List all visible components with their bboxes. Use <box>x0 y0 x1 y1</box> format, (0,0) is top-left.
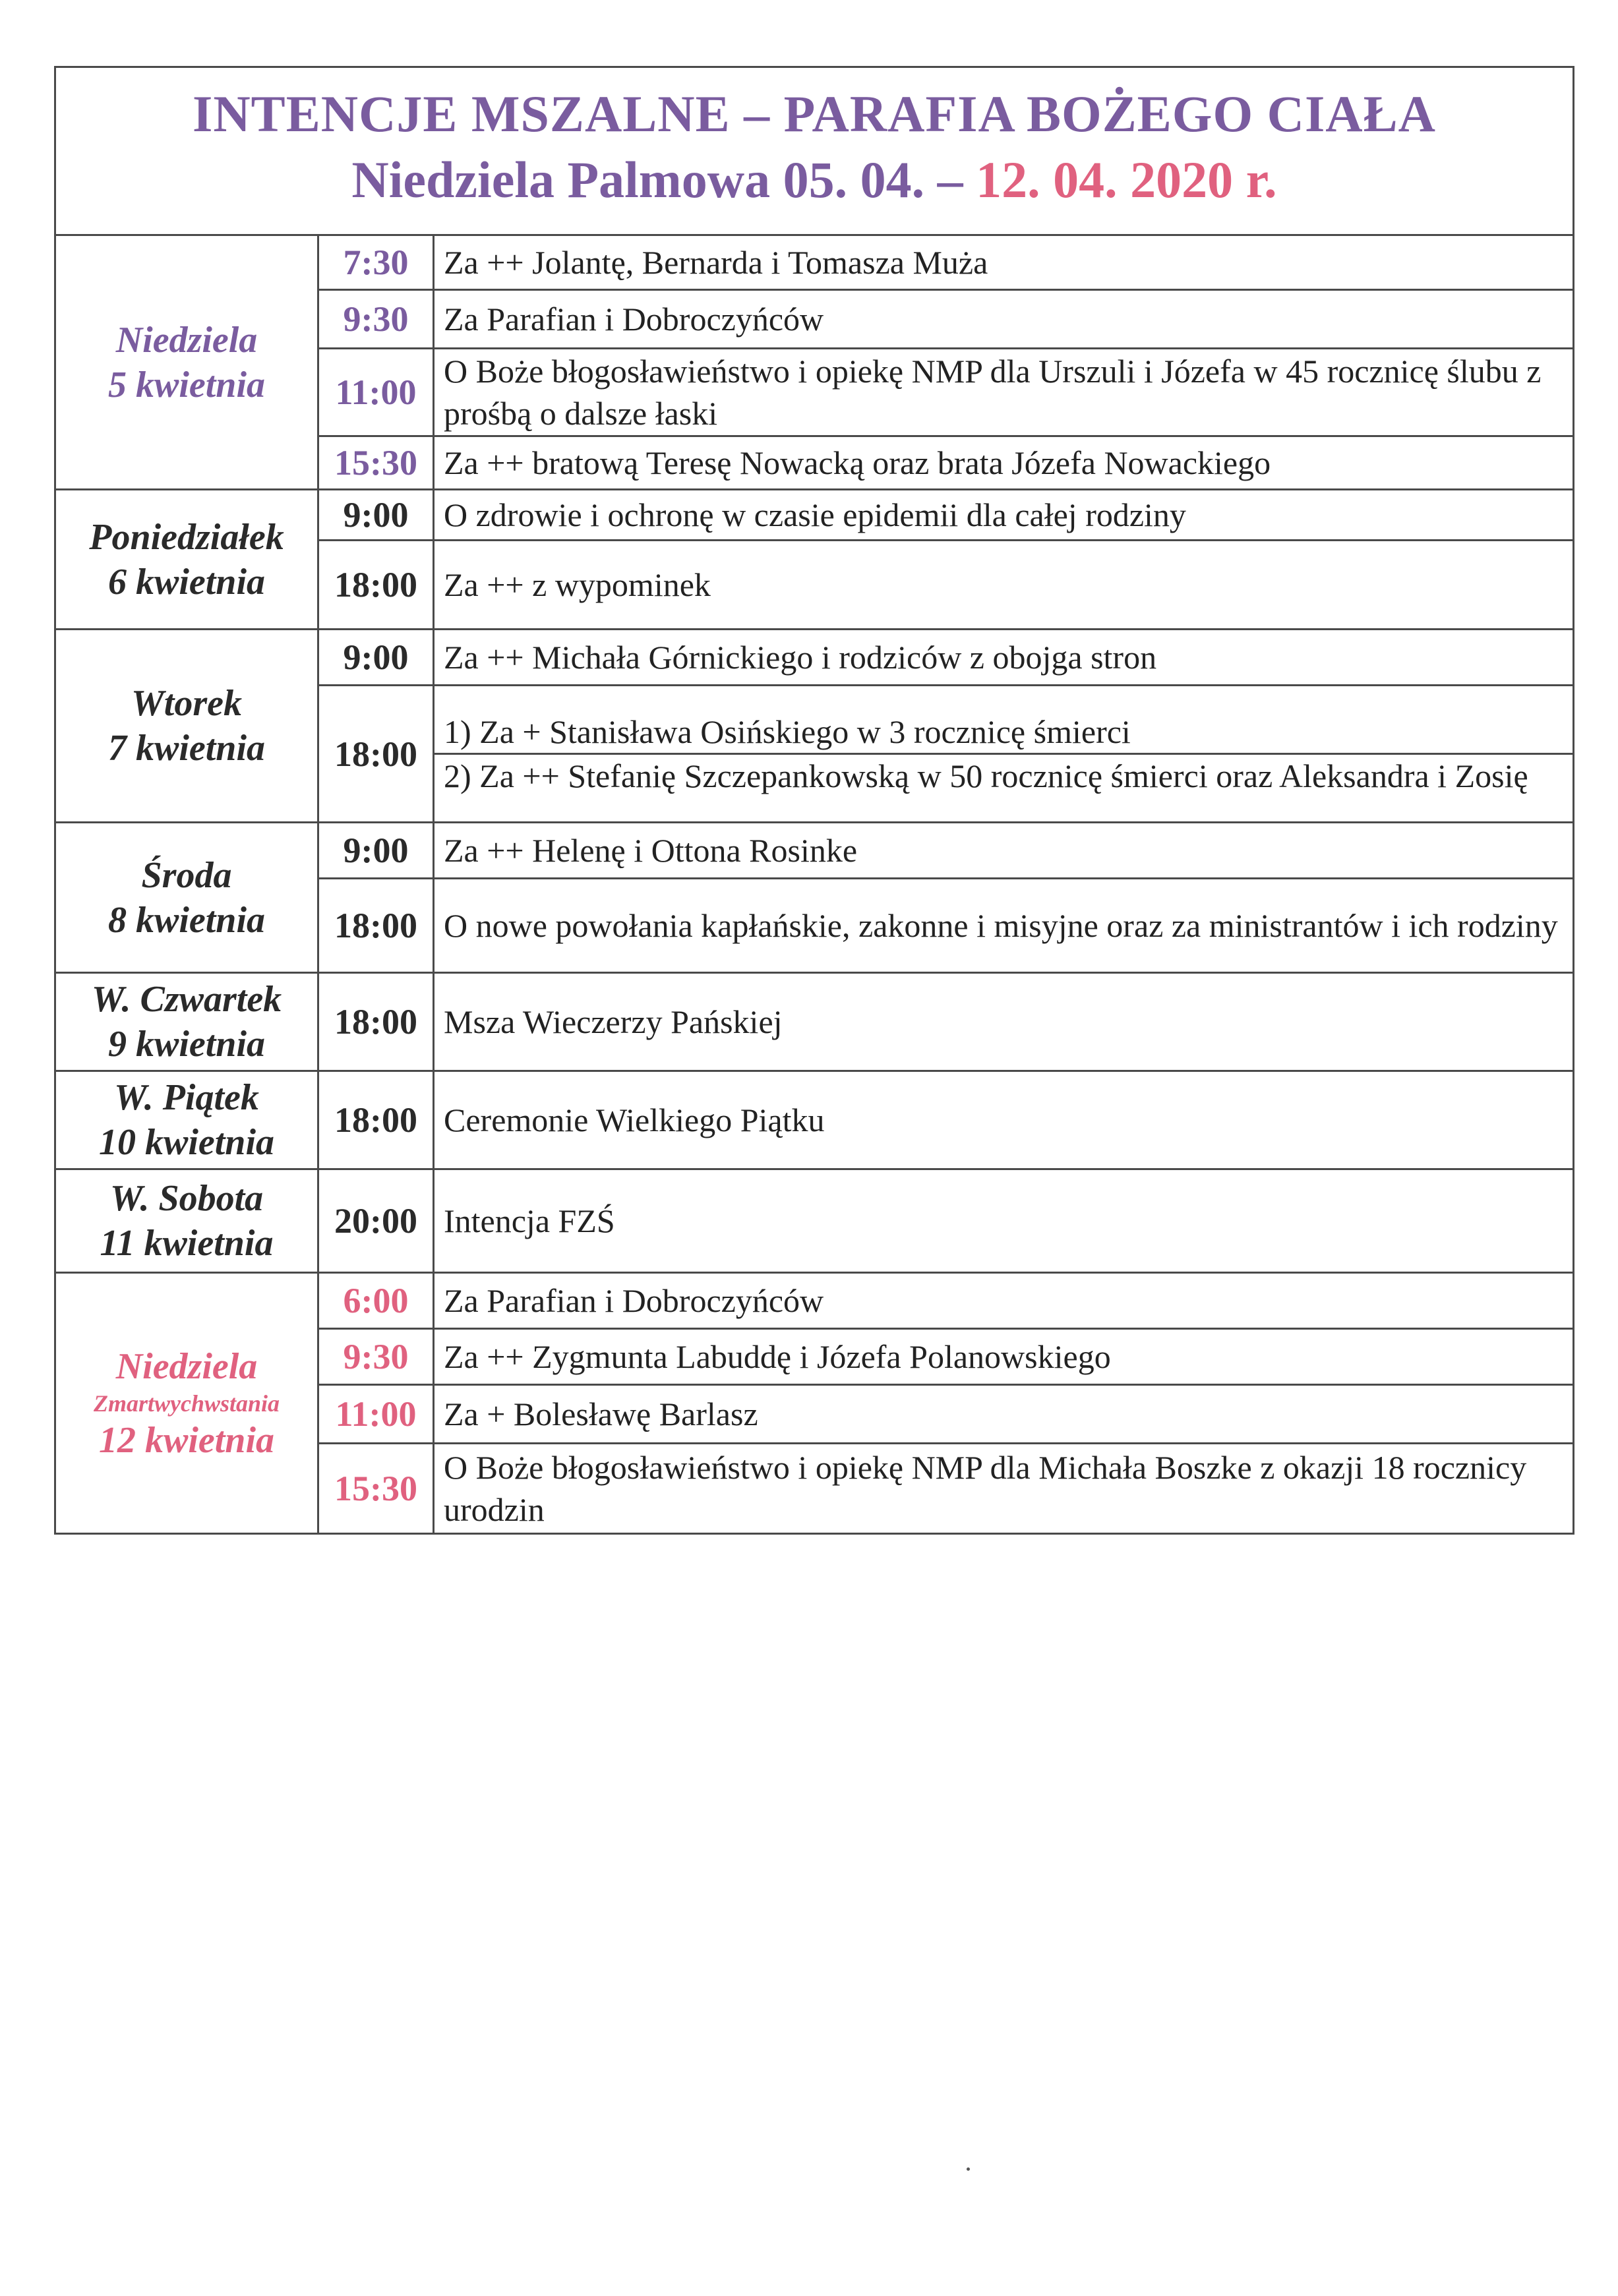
mass-time: 9:00 <box>319 490 434 539</box>
mass-intention: O Boże błogosławieństwo i opiekę NMP dla Urszuli i Józefa w 45 rocznicę ślubu z prośbą o dalsze łaski <box>444 353 1542 432</box>
mass-time: 11:00 <box>319 1386 434 1442</box>
mass-intention: Za Parafian i Dobroczyńców <box>444 301 824 338</box>
day-name: Poniedziałek <box>89 516 284 558</box>
day-group-good-friday <box>56 1070 1573 1168</box>
mass-time: 18:00 <box>319 974 434 1070</box>
mass-time: 9:00 <box>319 823 434 877</box>
day-cell <box>56 630 319 821</box>
mass-intention: 2) Za ++ Stefanię Szczepankowską w 50 rocznicę śmierci oraz Aleksandra i Zosię <box>434 753 1573 797</box>
mass-intention: Za ++ z wypominek <box>444 566 711 603</box>
mass-row <box>319 823 1573 877</box>
mass-intention: Ceremonie Wielkiego Piątku <box>444 1102 825 1138</box>
mass-time: 9:30 <box>319 1330 434 1384</box>
mass-intention: O Boże błogosławieństwo i opiekę NMP dla Michała Boszke z okazji 18 rocznicy urodzin <box>444 1449 1527 1528</box>
mass-time: 18:00 <box>319 686 434 821</box>
day-cell <box>56 1072 319 1168</box>
mass-intention: Za ++ Helenę i Ottona Rosinke <box>444 832 858 869</box>
day-date: 12 kwietnia <box>98 1419 275 1461</box>
day-name: W. Piątek <box>114 1077 259 1118</box>
mass-time: 15:30 <box>319 1444 434 1533</box>
mass-time: 18:00 <box>319 879 434 972</box>
mass-intention: Za Parafian i Dobroczyńców <box>444 1282 824 1319</box>
header <box>56 68 1573 236</box>
mass-row <box>319 435 1573 488</box>
day-name: Niedziela <box>115 1345 258 1387</box>
mass-row <box>319 347 1573 435</box>
day-group-easter-sunday <box>56 1272 1573 1533</box>
mass-row <box>319 1274 1573 1328</box>
mass-time: 6:00 <box>319 1274 434 1328</box>
page-subtitle <box>56 147 1573 213</box>
mass-row <box>319 289 1573 347</box>
day-name: Środa <box>141 854 232 896</box>
mass-row <box>319 974 1573 1070</box>
mass-row <box>319 1384 1573 1442</box>
day-cell <box>56 236 319 488</box>
mass-row <box>319 490 1573 539</box>
day-group-sunday-5 <box>56 236 1573 488</box>
mass-time: 9:00 <box>319 630 434 684</box>
mass-intention: O nowe powołania kapłańskie, zakonne i misyjne oraz za ministrantów i ich rodziny <box>444 907 1558 944</box>
mass-row <box>319 236 1573 289</box>
mass-time: 15:30 <box>319 437 434 488</box>
day-cell <box>56 1274 319 1533</box>
mass-time: 9:30 <box>319 291 434 347</box>
page-title: INTENCJE MSZALNE – PARAFIA BOŻEGO CIAŁA <box>193 85 1436 142</box>
mass-time: 18:00 <box>319 541 434 628</box>
scan-speck <box>967 2167 970 2171</box>
mass-row <box>319 1170 1573 1272</box>
mass-intention: Za + Bolesławę Barlasz <box>444 1396 758 1432</box>
day-date: 9 kwietnia <box>107 1024 266 1065</box>
day-group-wednesday <box>56 821 1573 972</box>
mass-intention: Za ++ bratową Teresę Nowacką oraz brata Józefa Nowackiego <box>444 444 1271 481</box>
mass-row <box>319 539 1573 628</box>
mass-intention: Msza Wieczerzy Pańskiej <box>444 1003 783 1040</box>
day-cell <box>56 823 319 972</box>
mass-intention-group <box>434 686 1573 821</box>
day-name: Niedziela <box>115 319 258 361</box>
mass-time: 20:00 <box>319 1170 434 1272</box>
mass-row <box>319 1072 1573 1168</box>
day-group-holy-saturday <box>56 1168 1573 1272</box>
schedule-table <box>56 236 1573 1533</box>
day-date: 11 kwietnia <box>100 1223 274 1264</box>
subtitle-prefix: Niedziela Palmowa 05. 04. – <box>351 151 963 208</box>
mass-intention: Intencja FZŚ <box>444 1202 615 1239</box>
mass-intention: Za ++ Zygmunta Labuddę i Józefa Polanowskiego <box>444 1338 1111 1375</box>
mass-intention: 1) Za + Stanisława Osińskiego w 3 rocznicę śmierci <box>444 713 1131 750</box>
day-subtitle: Zmartwychwstania <box>93 1390 280 1417</box>
mass-row <box>319 877 1573 972</box>
mass-intention: Za ++ Michała Górnickiego i rodziców z obojga stron <box>444 639 1157 676</box>
day-group-monday <box>56 488 1573 628</box>
mass-time: 11:00 <box>319 349 434 435</box>
day-group-holy-thursday <box>56 972 1573 1070</box>
mass-intentions-sheet <box>54 66 1574 1535</box>
mass-row <box>319 684 1573 821</box>
mass-intention: O zdrowie i ochronę w czasie epidemii dla całej rodziny <box>444 496 1186 533</box>
mass-time: 7:30 <box>319 236 434 289</box>
day-date: 8 kwietnia <box>107 899 266 941</box>
mass-row <box>319 630 1573 684</box>
mass-intention: Za ++ Jolantę, Bernarda i Tomasza Muża <box>444 244 988 281</box>
day-name: Wtorek <box>131 683 242 724</box>
day-date: 6 kwietnia <box>107 561 266 603</box>
mass-time: 18:00 <box>319 1072 434 1168</box>
mass-row <box>319 1442 1573 1533</box>
day-date: 5 kwietnia <box>107 364 266 405</box>
day-cell <box>56 490 319 628</box>
day-name: W. Czwartek <box>91 979 282 1020</box>
day-date: 7 kwietnia <box>107 728 266 769</box>
mass-row <box>319 1328 1573 1384</box>
subtitle-date: 12. 04. 2020 r. <box>976 151 1277 208</box>
day-cell <box>56 974 319 1070</box>
day-date: 10 kwietnia <box>98 1122 275 1163</box>
day-name: W. Sobota <box>109 1178 264 1219</box>
day-cell <box>56 1170 319 1272</box>
day-group-tuesday <box>56 628 1573 821</box>
